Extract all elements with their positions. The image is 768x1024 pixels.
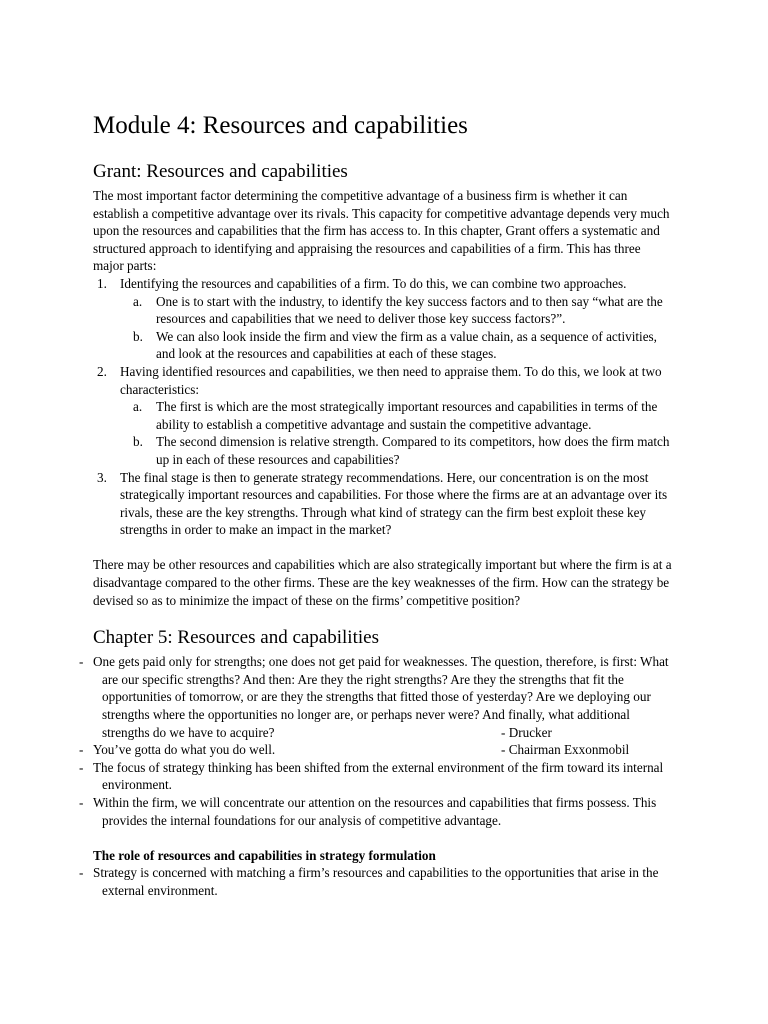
dash-list — [79, 653, 673, 829]
list-item — [93, 275, 673, 363]
sub-list-item — [120, 293, 673, 328]
dash-list — [79, 864, 673, 899]
document-title: Module 4: Resources and capabilities — [93, 112, 468, 139]
list-item — [93, 469, 673, 539]
numbered-list — [93, 275, 673, 539]
section-heading-grant: Grant: Resources and capabilities — [93, 161, 348, 182]
sub-list-letter: a. — [133, 293, 143, 309]
intro-paragraph: The most important factor determining the competitive advantage of a business firm is whether it can establish a competitive advantage over its rivals. This capacity for competitive advantage depends very much upon the resources and capabilities that the firm has access to. In this chapter, Grant offers a systematic and structured approach to identifying and appraising the resources and capabilities of a firm. This has three major parts: — [93, 188, 670, 274]
subheading-role: The role of resources and capabilities in strategy formulation — [93, 847, 436, 863]
list-item-text: The final stage is then to generate strategy recommendations. Here, our concentration is on the most strategically important resources and capabilities. For those where the firms are at an advantage over its rivals, these are the key strengths. Through what kind of strategy can the firm best exploit these key strengths in order to make an impact in the market? — [120, 469, 668, 538]
dash-list-item: - The focus of strategy thinking has been shifted from the external environment of the firm toward its internal environment. — [79, 759, 664, 793]
sub-list-item-text: The second dimension is relative strength. Compared to its competitors, how does the firm match up in each of these resources and capabilities? — [156, 434, 670, 467]
spacer — [93, 539, 673, 557]
dash-list-item-text: Within the firm, we will concentrate our attention on the resources and capabilities that firms possess. This provides the internal foundations for our analysis of competitive advantage. — [93, 795, 657, 828]
dash-list-item: - One gets paid only for strengths; one does not get paid for weaknesses. The question, therefore, is first: What are our specific strengths? And then: Are they the right strengths? Are they the strengths that fit the opportunities of tomorrow, or are they the strengths that fitted those of yesterday? Are we deploying our strengths where the opportunities no longer are, or perhaps never were? And finally, what additional strengths do we have to acquire? - Drucker — [79, 654, 669, 740]
list-number: 3. — [97, 469, 107, 485]
list-item-text: Identifying the resources and capabilities of a firm. To do this, we can combine two approaches. — [120, 275, 627, 291]
spacer — [93, 829, 673, 847]
dash-list-item-text: You’ve gotta do what you do well. — [93, 742, 276, 758]
dash-list-item-text: Strategy is concerned with matching a firm’s resources and capabilities to the opportunities that arise in the external environment. — [93, 865, 659, 898]
sub-list-item-text: The first is which are the most strategically important resources and capabilities in terms of the ability to establish a competitive advantage and sustain the competitive advantage. — [156, 399, 658, 432]
sub-list — [120, 293, 673, 363]
list-item — [93, 363, 673, 469]
dash-list-item: - You’ve gotta do what you do well. - Chairman Exxonmobil — [79, 742, 630, 758]
quote-attribution: - Chairman Exxonmobil — [501, 742, 630, 758]
sub-list-item — [120, 328, 673, 363]
dash-list-item: - Strategy is concerned with matching a firm’s resources and capabilities to the opportunities that arise in the external environment. — [79, 865, 659, 898]
sub-list-item — [120, 398, 673, 433]
list-number: 2. — [97, 363, 107, 379]
list-item-text: Having identified resources and capabilities, we then need to appraise them. To do this, we look at two characteristics: — [120, 363, 662, 397]
closing-paragraph: There may be other resources and capabilities which are also strategically important but where the firm is at a disadvantage compared to the other firms. These are the key weaknesses of the firm. How can the strategy be devised so as to minimize the impact of these on the firms’ competitive position? — [93, 557, 672, 608]
dash-list-item: - Within the firm, we will concentrate our attention on the resources and capabilities that firms possess. This provides the internal foundations for our analysis of competitive advantage. — [79, 795, 657, 828]
sub-list-letter: a. — [133, 399, 143, 415]
sub-list-item-text: One is to start with the industry, to identify the key success factors and to then say “what are the resources and capabilities that we need to deliver those key success factors?”. — [156, 293, 663, 327]
list-number: 1. — [97, 275, 107, 291]
sub-list-letter: b. — [133, 328, 143, 344]
dash-list-item-text: The focus of strategy thinking has been shifted from the external environment of the firm toward its internal environment. — [93, 759, 664, 793]
dash-list-item-text: One gets paid only for strengths; one does not get paid for weaknesses. The question, therefore, is first: What are our specific strengths? And then: Are they the right strengths? Are they the strengths that fit the opportunities of tomorrow, or are they the strengths that fitted those of yesterday? Are we deploying our strengths where the opportunities no longer are, or perhaps never were? And finally, what additional strengths do we have to acquire? — [93, 654, 669, 740]
sub-list-letter: b. — [133, 434, 143, 450]
section-heading-chapter5: Chapter 5: Resources and capabilities — [93, 627, 379, 649]
sub-list — [120, 398, 673, 468]
sub-list-item — [120, 433, 673, 468]
document-page — [79, 109, 673, 900]
quote-attribution: - Drucker — [501, 724, 552, 740]
sub-list-item-text: We can also look inside the firm and view the firm as a value chain, as a sequence of activities, and look at the resources and capabilities at each of these stages. — [156, 328, 657, 362]
